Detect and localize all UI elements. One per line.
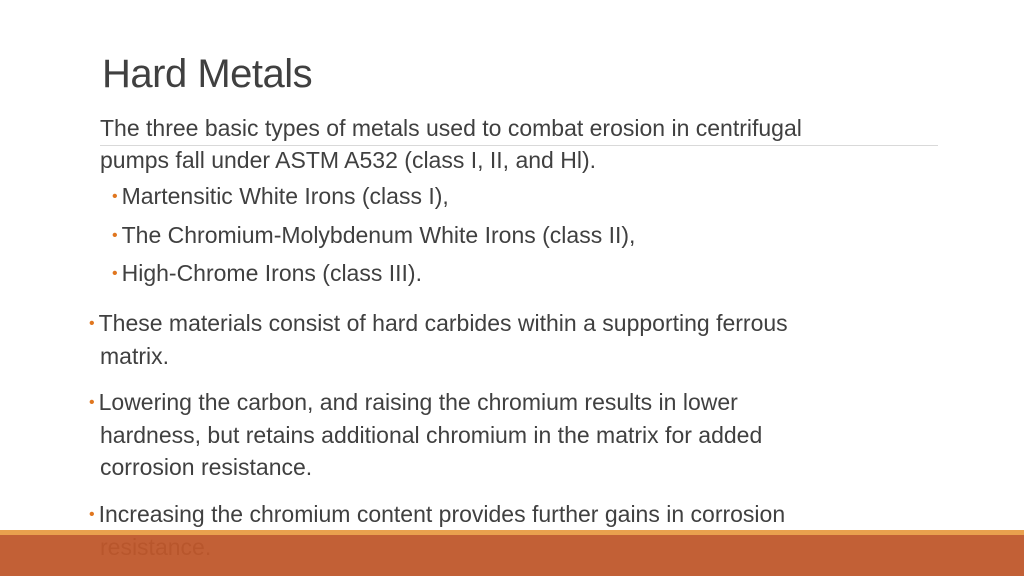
intro-paragraph [100,112,950,176]
sub-bullet-text: The Chromium-Molybdenum White Irons (class II), [121,222,636,248]
intro-line-2: pumps fall under ASTM A532 (class I, II, and Hl). [100,147,596,173]
sub-bullet-item [112,180,449,213]
sub-bullet-item [112,257,422,290]
bullet-icon: • [89,394,95,411]
sub-bullet-text: High-Chrome Irons (class III). [121,260,422,286]
bullet-text-line: Lowering the carbon, and raising the chromium results in lower [98,389,738,415]
bullet-icon: • [89,315,95,332]
footer-band [0,535,1024,576]
bullet-icon: • [89,506,95,523]
bullet-point [89,386,939,483]
sub-bullet-item [112,219,635,252]
bullet-text-line: matrix. [100,343,169,369]
bullet-icon: • [112,188,118,205]
bullet-icon: • [112,265,118,282]
bullet-text-line: Increasing the chromium content provides further gains in corrosion [98,501,786,527]
sub-bullet-text: Martensitic White Irons (class I), [121,183,449,209]
bullet-icon: • [112,227,118,244]
slide-title: Hard Metals [102,52,313,96]
bullet-text-line: corrosion resistance. [100,454,313,480]
bullet-point [89,307,939,372]
intro-line-1: The three basic types of metals used to combat erosion in centrifugal [100,115,802,141]
bullet-text-line: hardness, but retains additional chromium in the matrix for added [100,422,763,448]
bullet-text-line: These materials consist of hard carbides within a supporting ferrous [98,310,788,336]
